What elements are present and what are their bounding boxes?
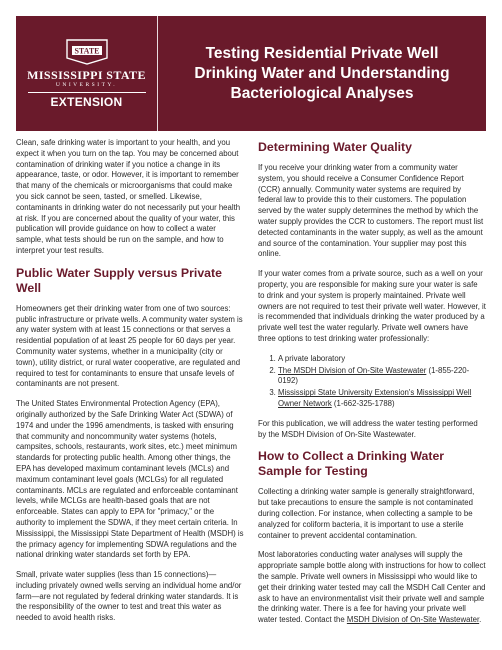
paragraph-water-sources: Homeowners get their drinking water from one of two sources: public infrastructure or private wells. A community water system is any water system with at least 15 connections or that serves a residential population of at least 25 people for 60 days per year. Community water systems, whether in a municipality (city or town), utility district, or rural water cooperative, are regulated and required to test for contaminants to ensure that unsafe levels of contaminants are not present.: [16, 303, 243, 389]
paragraph-epa: The United States Environmental Protection Agency (EPA), originally authorized by the Safe Drinking Water Act (SDWA) of 1974 and under the 1996 amendments, is tasked with ensuring that community and noncommunity water systems (hotels, campsites, schools, restaurants, work sites, etc.) meet minimum standards for protecting public health. Among other things, the EPA has developed maximum contaminant levels (MCLs) and maximum contaminant level goals (MCLGs) for all regulated contaminants. MCLs are regulated and enforceable contaminant levels, while MCLGs are health-based goals that are not enforceable. States can apply to EPA for "primacy," or the authority to implement the SDWA, if they meet certain criteria. In Mississippi, the Mississippi State Department of Health (MSDH) is the primacy agency for implementing SDWA regulations and the national drinking water standards set forth by EPA.: [16, 399, 244, 560]
msu-extension-logo[interactable]: [16, 16, 158, 131]
msdh-phone: (1-855-220-0192): [278, 365, 470, 386]
labs-end: .: [479, 615, 482, 625]
extension-label: EXTENSION: [50, 95, 123, 109]
list-item: [278, 388, 486, 410]
section-heading-water-quality: Determining Water Quality: [258, 140, 412, 154]
title-line-3: Bacteriological Analyses: [230, 84, 414, 102]
paragraph-ccr: If you receive your drinking water from a community water system, you should receive a Consumer Confidence Report (CCR) annually. Community water systems are required by federal law to provide this to their customers. The population served by the water supply determines the method by which the water supply provides the CCR to customers. The report must list detected contaminants in the water supply, as well as the amount and source of the contamination. Your supplier may post this online.: [258, 163, 484, 259]
university-sub: UNIVERSITY.: [55, 82, 118, 88]
testing-options-list: [268, 354, 486, 410]
page-title: [194, 44, 449, 104]
logo-divider: [28, 92, 146, 93]
paragraph-collecting: Collecting a drinking water sample is generally straightforward, but take precautions to ensure the sample is not contaminated during collection. For instance, when collecting a sample to be analyzed for coliform bacteria, it is important to use a sterile container to prevent accidental contamination.: [258, 487, 475, 540]
right-column: [258, 138, 486, 635]
labs-text: Most laboratories conducting water analyses will supply the appropriate sample bottle along with instructions for how to collect the sample. Private well owners in Mississippi who would like to get their drinking water tested may call the MSDH Call Center and ask to have an environmentalist visit their private well and sample the drinking water. There is a fee for having your private well water tested. Contact the: [258, 550, 486, 625]
msdh-link[interactable]: The MSDH Division of On-Site Wastewater: [278, 365, 427, 375]
paragraph-private-source: If your water comes from a private source, such as a well on your property, you are responsible for making sure your water is safe to drink and your system is properly maintained. Private well owners are not required to test their private well water. However, it is recommended that individuals drinking the water produced by a private well test the water regularly. Private well owners have three options to test drinking water professionally:: [258, 269, 486, 343]
paragraph-laboratories: [258, 550, 486, 626]
well-owner-network-link[interactable]: Mississippi State University Extension's Mississippi Well Owner Network: [278, 388, 472, 408]
title-block: [158, 16, 486, 131]
section-heading-public-vs-private: Public Water Supply versus Private Well: [16, 265, 222, 295]
title-line-1: Testing Residential Private Well: [205, 44, 439, 62]
list-item-text: A private laboratory: [278, 353, 346, 363]
section-heading-collect-sample: How to Collect a Drinking Water Sample for Testing: [258, 449, 445, 479]
msdh-contact-link[interactable]: MSDH Division of On-Site Wastewater: [346, 615, 480, 625]
intro-paragraph: Clean, safe drinking water is important to your health, and you expect it when you turn on the tap. You may be concerned about contamination of drinking water if you notice a change in its appearance, taste, or odor. However, it is important to remember that many of the chemicals or microorganisms that could make you sick cannot be seen, tasted, or smelled. Likewise, contaminants in drinking water do not necessarily put your health at risk. If you are concerned about the quality of your water, this publication will provide guidance on how to collect a water sample, what tests should be run on the sample, and how to interpret your test results.: [16, 138, 241, 255]
header-banner: [16, 16, 486, 131]
paragraph-small-supplies: Small, private water supplies (less than 15 connections)—including privately owned wells serving an individual home and/or farm—are not regulated by federal drinking water standards. It is the responsibility of the owner to test and treat this water as needed to avoid health risks.: [16, 570, 242, 623]
list-item: [278, 354, 486, 365]
seal-text: STATE: [73, 46, 100, 56]
state-seal-icon: [63, 38, 111, 66]
well-owner-network-phone: (1-662-325-1788): [331, 398, 395, 408]
paragraph-publication-scope: For this publication, we will address the water testing performed by the MSDH Division of On-Site Wastewater.: [258, 418, 478, 439]
university-name: MISSISSIPPI STATE: [27, 68, 146, 82]
title-line-2: Drinking Water and Understanding: [194, 64, 450, 82]
left-column: [16, 138, 244, 633]
list-item: [278, 366, 486, 388]
